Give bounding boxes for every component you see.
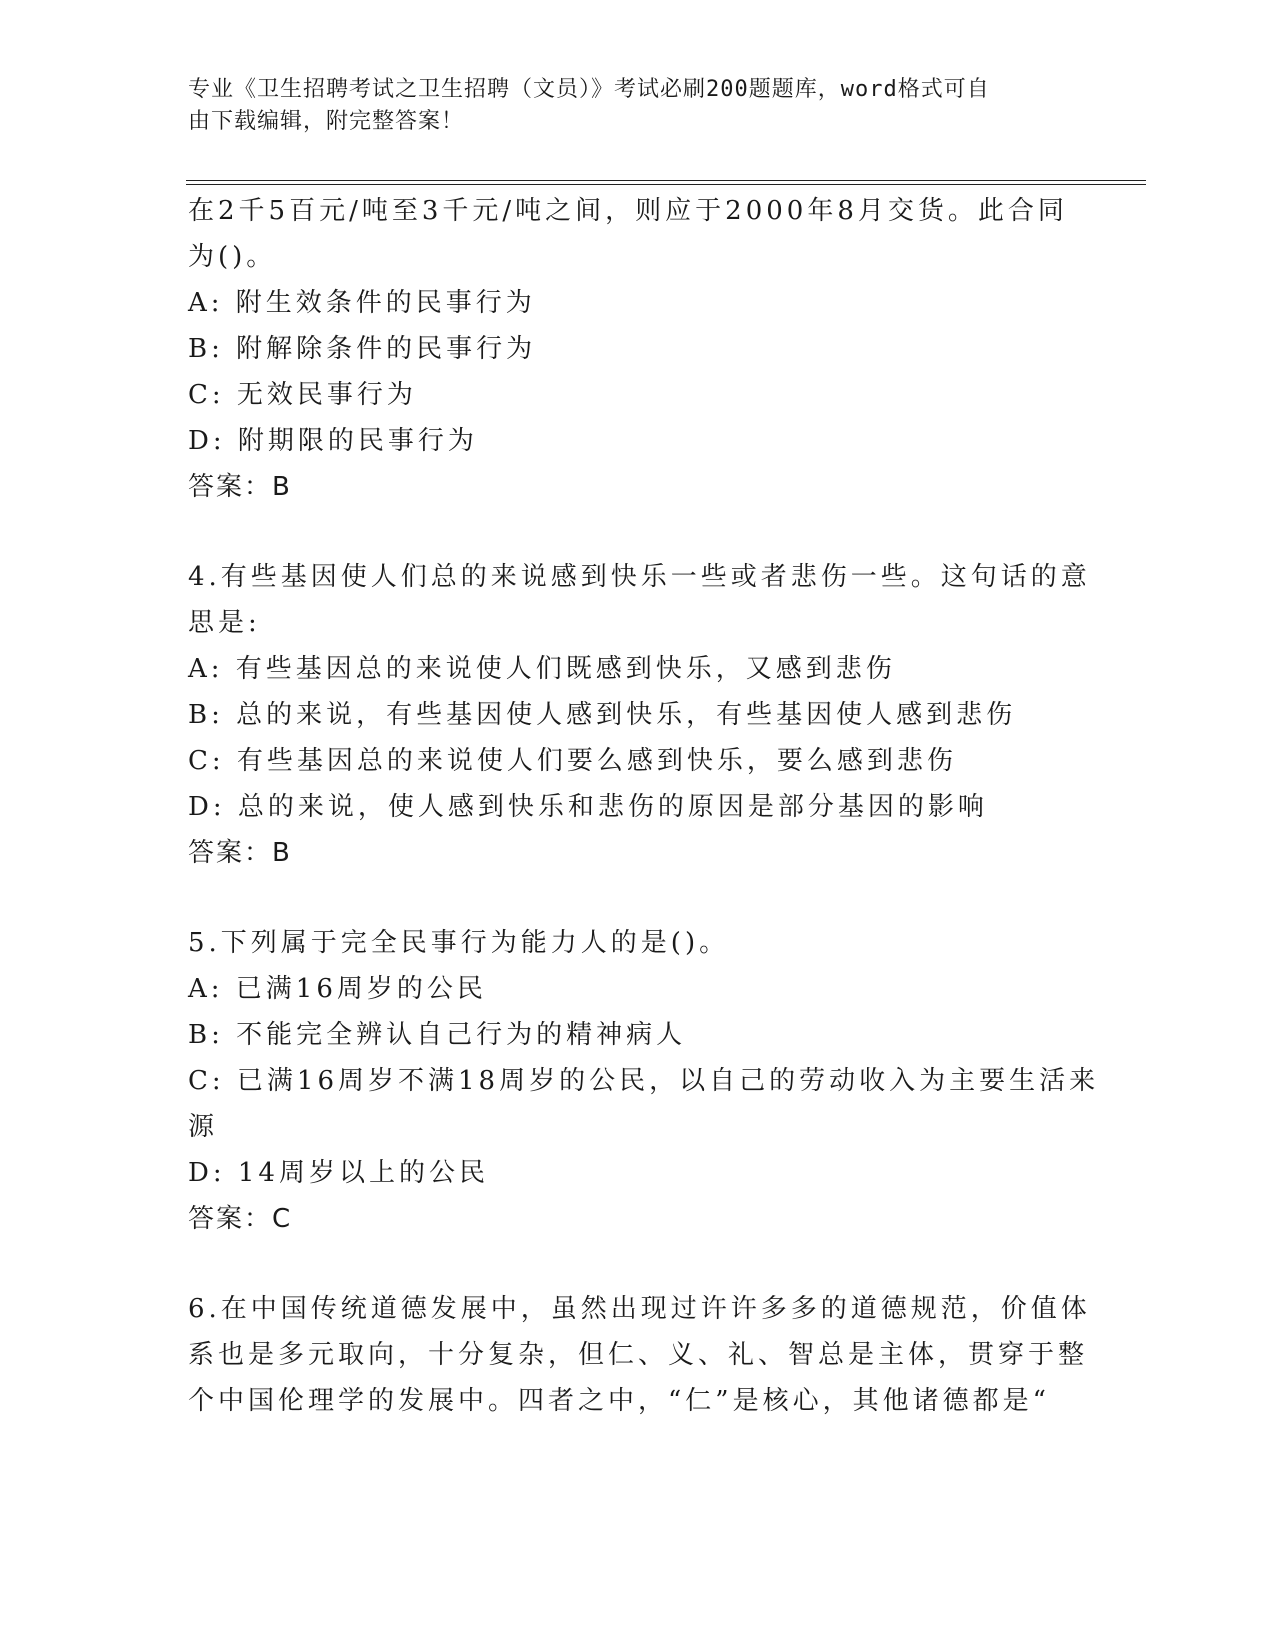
option-a: A: 附生效条件的民事行为 bbox=[188, 288, 536, 318]
page-header bbox=[188, 74, 1068, 138]
option-a: A: 有些基因总的来说使人们既感到快乐，又感到悲伤 bbox=[188, 654, 896, 684]
header-divider-bottom bbox=[186, 184, 1146, 185]
spacer bbox=[188, 510, 1078, 554]
header-line-2: 由下载编辑，附完整答案！ bbox=[188, 109, 465, 134]
question-content bbox=[188, 188, 1100, 1424]
question-stem-line: 思是: bbox=[188, 608, 261, 638]
option-d: D: 14周岁以上的公民 bbox=[188, 1158, 489, 1188]
question-stem-line: 6.在中国传统道德发展中，虽然出现过许许多多的道德规范，价值体 bbox=[188, 1294, 1091, 1324]
spacer bbox=[188, 876, 1078, 920]
option-b: B: 不能完全辨认自己行为的精神病人 bbox=[188, 1020, 687, 1050]
option-c-continued: 源 bbox=[188, 1112, 219, 1142]
option-c: C: 已满16周岁不满18周岁的公民，以自己的劳动收入为主要生活来 bbox=[188, 1066, 1100, 1096]
header-line-1: 专业《卫生招聘考试之卫生招聘（文员）》考试必刷200题题库，word格式可自 bbox=[188, 77, 990, 102]
answer-line: 答案：C bbox=[188, 1204, 293, 1234]
option-d: D: 总的来说，使人感到快乐和悲伤的原因是部分基因的影响 bbox=[188, 792, 988, 822]
answer-line: 答案：B bbox=[188, 838, 292, 868]
option-a: A: 已满16周岁的公民 bbox=[188, 974, 487, 1004]
option-c: C: 无效民事行为 bbox=[188, 380, 417, 410]
question-stem-line: 5.下列属于完全民事行为能力人的是()。 bbox=[188, 928, 730, 958]
question-stem-line: 在2千5百元/吨至3千元/吨之间，则应于2000年8月交货。此合同 bbox=[188, 196, 1068, 226]
header-divider-top bbox=[186, 180, 1146, 181]
option-c: C: 有些基因总的来说使人们要么感到快乐，要么感到悲伤 bbox=[188, 746, 957, 776]
question-stem-line: 为()。 bbox=[188, 242, 277, 272]
option-d: D: 附期限的民事行为 bbox=[188, 426, 478, 456]
option-b: B: 附解除条件的民事行为 bbox=[188, 334, 537, 364]
question-5 bbox=[188, 920, 1100, 1242]
question-4 bbox=[188, 554, 1091, 876]
question-stem-line: 4.有些基因使人们总的来说感到快乐一些或者悲伤一些。这句话的意 bbox=[188, 562, 1091, 592]
question-stem-line: 系也是多元取向，十分复杂，但仁、义、礼、智总是主体，贯穿于整 bbox=[188, 1340, 1089, 1370]
option-b: B: 总的来说，有些基因使人感到快乐，有些基因使人感到悲伤 bbox=[188, 700, 1017, 730]
question-6 bbox=[188, 1286, 1091, 1424]
spacer bbox=[188, 1242, 1078, 1286]
question-stem-line: 个中国伦理学的发展中。四者之中，“仁”是核心，其他诸德都是“ bbox=[188, 1386, 1050, 1416]
answer-line: 答案：B bbox=[188, 472, 292, 502]
question-3 bbox=[188, 188, 1078, 510]
